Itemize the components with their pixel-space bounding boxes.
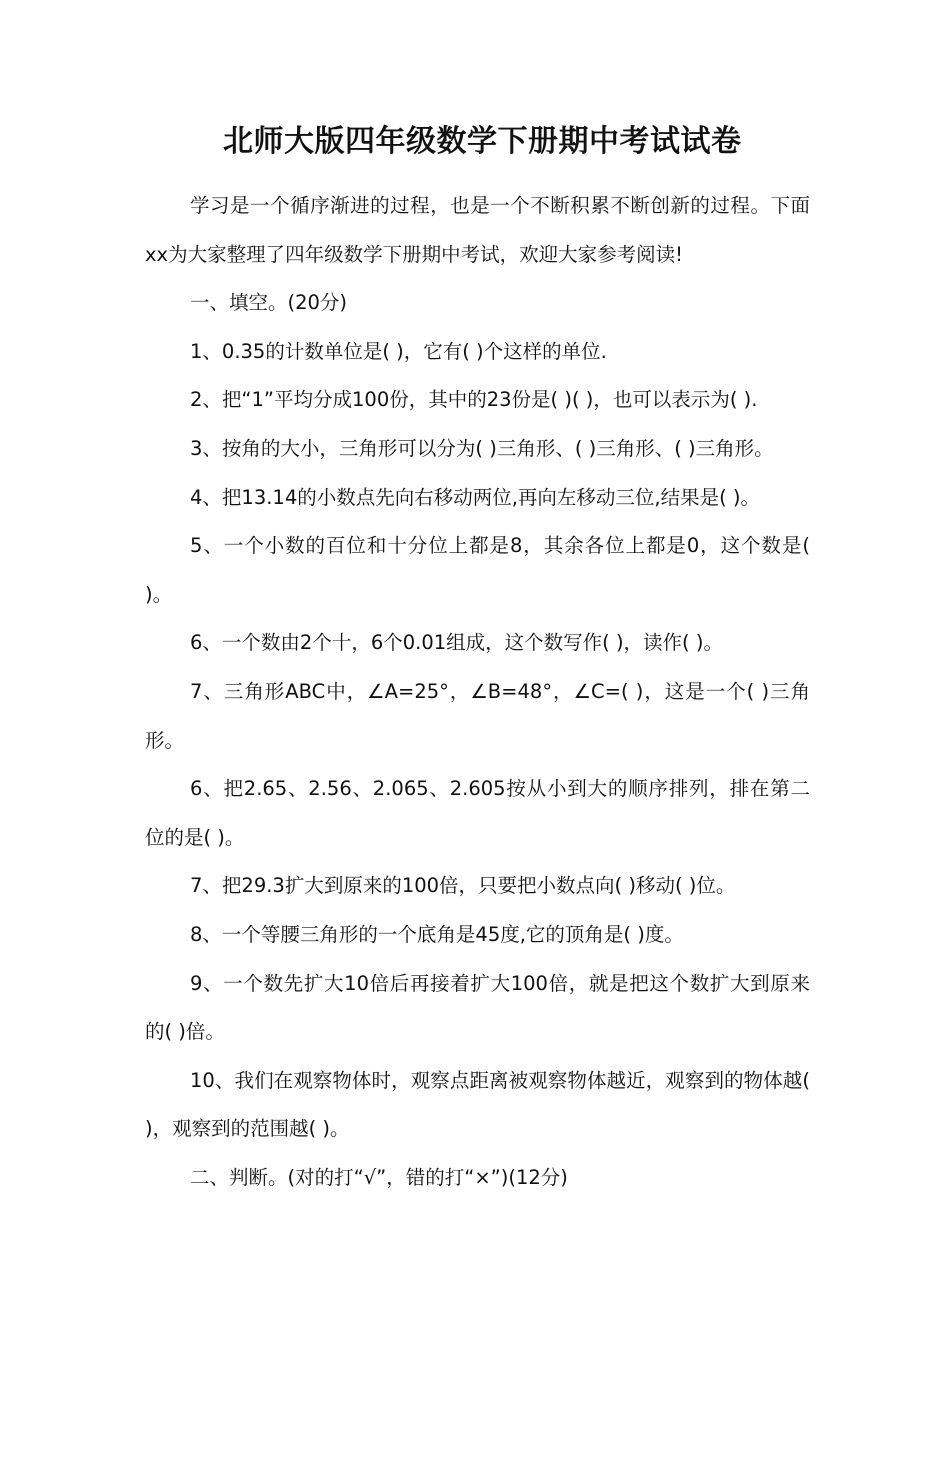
question-item: 1、0.35的计数单位是( )，它有( )个这样的单位. [190,339,607,363]
question-item: 7、三角形ABC中，∠A=25°，∠B=48°，∠C=( )，这是一个( )三角形。 [145,679,810,752]
document-page [0,120,950,1464]
question-item: 8、一个等腰三角形的一个底角是45度,它的顶角是( )度。 [190,922,684,946]
question-item: 9、一个数先扩大10倍后再接着扩大100倍，就是把这个数扩大到原来的( )倍。 [145,971,810,1044]
question-item: 5、一个小数的百位和十分位上都是8，其余各位上都是0，这个数是( )。 [145,534,810,606]
question-item: 6、一个数由2个十，6个0.01组成，这个数写作( )，读作( )。 [190,631,723,655]
question-item: 2、把“1”平均分成100份，其中的23份是( )( )，也可以表示为( ). [190,388,758,412]
document-body [145,182,810,1202]
section-heading-fill-blank: 一、填空。(20分) [190,291,348,315]
question-item: 7、把29.3扩大到原来的100倍，只要把小数点向( )移动( )位。 [190,874,736,898]
intro-paragraph: 学习是一个循序渐进的过程，也是一个不断积累不断创新的过程。下面xx为大家整理了四年级数学下册期中考试，欢迎大家参考阅读! [145,194,810,266]
question-item: 10、我们在观察物体时，观察点距离被观察物体越近，观察到的物体越( )，观察到的范围越( )。 [145,1068,810,1141]
section-heading-true-false: 二、判断。(对的打“√”，错的打“×”)(12分) [190,1165,568,1189]
question-item: 4、把13.14的小数点先向右移动两位,再向左移动三位,结果是( )。 [190,485,761,509]
question-item: 3、按角的大小，三角形可以分为( )三角形、( )三角形、( )三角形。 [190,436,774,460]
document-title: 北师大版四年级数学下册期中考试试卷 [223,124,742,159]
question-item: 6、把2.65、2.56、2.065、2.605按从小到大的顺序排列，排在第二位的是( )。 [145,777,810,849]
